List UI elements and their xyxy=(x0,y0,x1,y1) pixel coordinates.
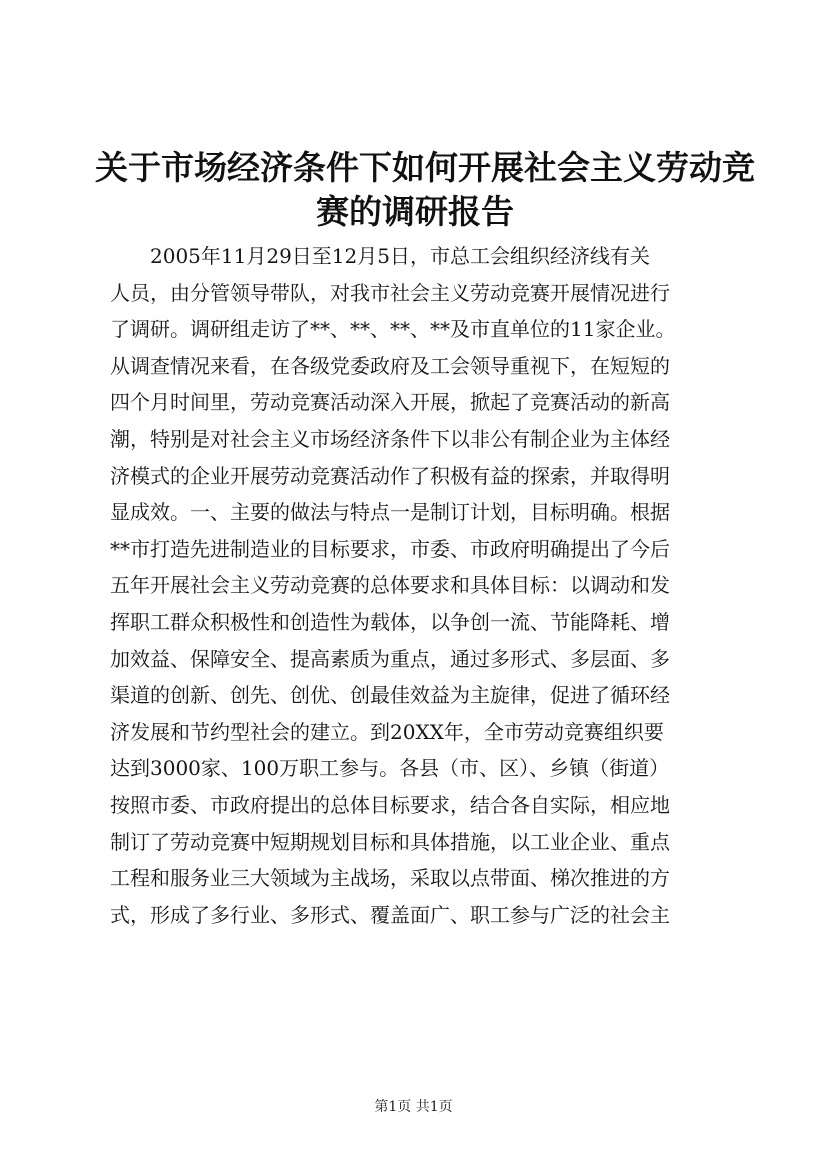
body-line: 式，形成了多行业、多形式、覆盖面广、职工参与广泛的社会主 xyxy=(110,902,670,927)
title-line: 赛的调研报告 xyxy=(316,192,514,231)
body-line: **市打造先进制造业的目标要求，市委、市政府明确提出了今后 xyxy=(110,536,670,561)
body-line: 潮，特别是对社会主义市场经济条件下以非公有制企业为主体经 xyxy=(110,426,670,451)
page-number-label: 第1页 共1页 xyxy=(374,1099,453,1115)
body-line: 达到3000家、100万职工参与。各县（市、区）、乡镇（街道） xyxy=(110,756,670,781)
body-line: 四个月时间里，劳动竞赛活动深入开展，掀起了竞赛活动的新高 xyxy=(110,390,670,415)
body-line: 人员，由分管领导带队，对我市社会主义劳动竞赛开展情况进行 xyxy=(110,280,670,305)
body-line: 从调查情况来看，在各级党委政府及工会领导重视下，在短短的 xyxy=(110,353,670,378)
body-line: 济发展和节约型社会的建立。到20XX年，全市劳动竞赛组织要 xyxy=(110,719,664,744)
body-line: 工程和服务业三大领域为主战场，采取以点带面、梯次推进的方 xyxy=(110,866,670,891)
body-line: 五年开展社会主义劳动竞赛的总体要求和具体目标：以调动和发 xyxy=(110,573,670,598)
body-line: 挥职工群众积极性和创造性为载体，以争创一流、节能降耗、增 xyxy=(110,609,670,634)
body-line: 济模式的企业开展劳动竞赛活动作了积极有益的探索，并取得明 xyxy=(110,463,670,488)
body-line: 按照市委、市政府提出的总体目标要求，结合各自实际，相应地 xyxy=(110,792,670,817)
body-line: 显成效。一、主要的做法与特点一是制订计划，目标明确。根据 xyxy=(110,500,670,525)
body-line: 渠道的创新、创先、创优、创最佳效益为主旋律，促进了循环经 xyxy=(110,683,670,708)
title-line: 关于市场经济条件下如何开展社会主义劳动竞 xyxy=(95,148,755,187)
document-title xyxy=(95,146,755,234)
body-line: 加效益、保障安全、提高素质为重点，通过多形式、多层面、多 xyxy=(110,646,670,671)
document-body xyxy=(110,238,730,933)
body-line: 制订了劳动竞赛中短期规划目标和具体措施，以工业企业、重点 xyxy=(110,829,670,854)
body-line: 2005年11月29日至12月5日，市总工会组织经济线有关 xyxy=(150,244,650,268)
page-footer xyxy=(0,1097,827,1117)
body-line: 了调研。调研组走访了**、**、**、**及市直单位的11家企业。 xyxy=(110,317,676,342)
